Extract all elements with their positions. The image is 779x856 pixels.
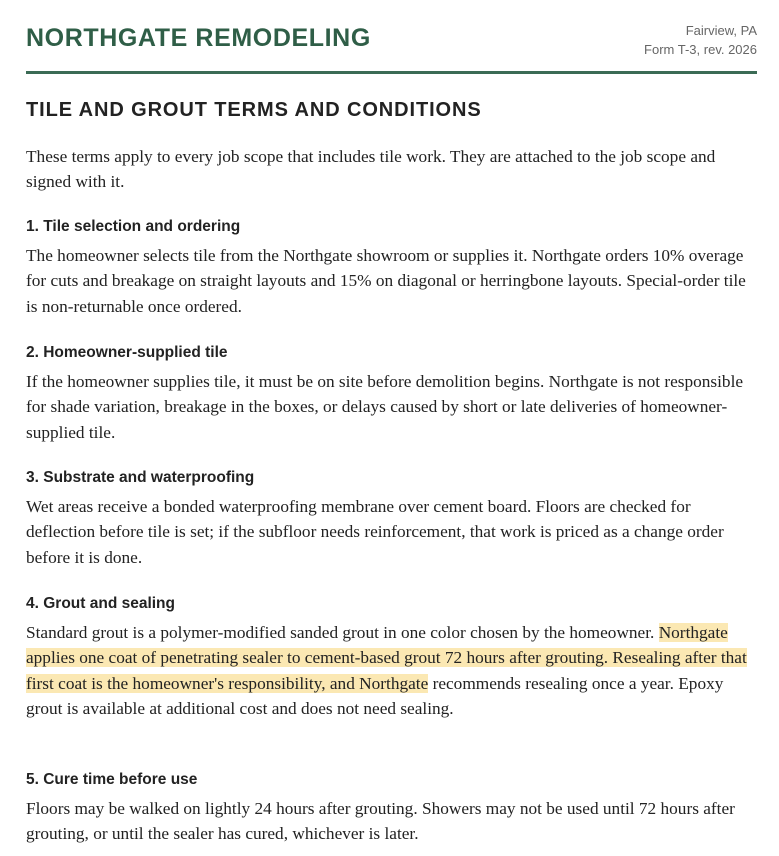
highlighted-sealer-clause: Northgate applies one coat of penetrating sealer to cement-based grout 72 hours after grouting. Resealing after that first coat is the homeowner's responsibility, and Northgate <box>26 623 747 693</box>
company-name: NORTHGATE REMODELING <box>26 24 371 52</box>
section-1-body: The homeowner selects tile from the Northgate showroom or supplies it. Northgate orders 10% overage for cuts and breakage on straight layouts and 15% on diagonal or herringbone layouts. Special-order tile is non-returnable once ordered. <box>26 246 746 316</box>
section-3-title: 3. Substrate and waterproofing <box>26 469 255 486</box>
section-4-title: 4. Grout and sealing <box>26 595 175 612</box>
section-5-body: Floors may be walked on lightly 24 hours after grouting. Showers may not be used until 72 hours after grouting, or until the sealer has cured, whichever is later. <box>26 799 735 844</box>
section-3-body: Wet areas receive a bonded waterproofing membrane over cement board. Floors are checked for deflection before tile is set; if the subfloor needs reinforcement, that work is priced as a change order before it is done. <box>26 497 724 567</box>
section-4-body-start: Standard grout is a polymer-modified sanded grout in one color chosen by the homeowner. <box>26 623 659 642</box>
intro-paragraph: These terms apply to every job scope that includes tile work. They are attached to the job scope and signed with it. <box>26 147 716 192</box>
section-4-body-end: recommends resealing once a year. Epoxy grout is available at additional cost and does not need sealing. <box>26 673 724 718</box>
terms-document <box>26 0 757 844</box>
section-4-body <box>26 620 757 721</box>
form-meta <box>644 21 757 59</box>
document-title: TILE AND GROUT TERMS AND CONDITIONS <box>26 99 482 121</box>
section-5-title: 5. Cure time before use <box>26 771 198 788</box>
section-2-body: If the homeowner supplies tile, it must be on site before demolition begins. Northgate is not responsible for shade variation, breakage in the boxes, or delays caused by short or late deliveries of homeowner-supplied tile. <box>26 372 744 442</box>
form-id: Form T-3, rev. 2026 <box>644 42 757 57</box>
document-header <box>26 0 757 74</box>
section-2-title: 2. Homeowner-supplied tile <box>26 344 228 361</box>
section-1-title: 1. Tile selection and ordering <box>26 218 241 235</box>
company-location: Fairview, PA <box>685 23 757 38</box>
